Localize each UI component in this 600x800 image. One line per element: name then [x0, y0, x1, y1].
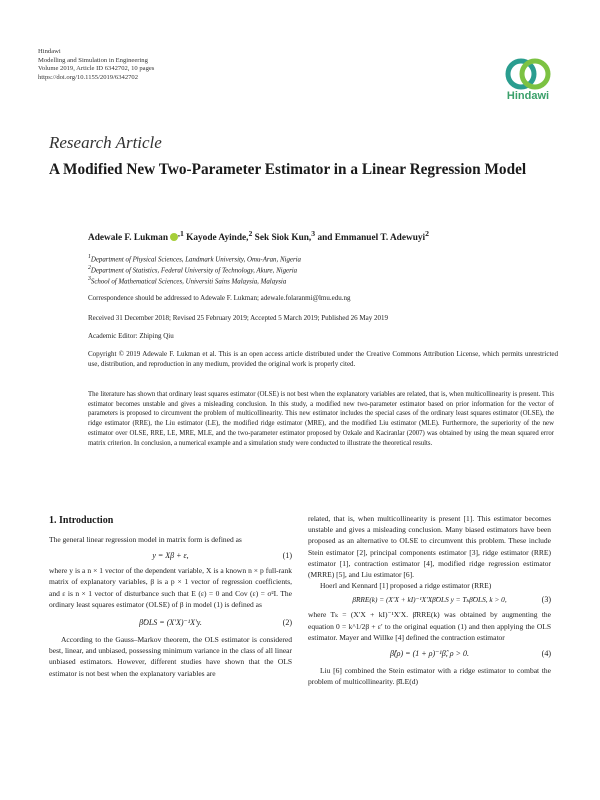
paragraph: According to the Gauss–Markov theorem, the OLS estimator is considered best, linear, and unbiased, possessing minimum variance in the class of all linear unbiased estimators. However, different studies have shown that the OLS estimator is not best when the explanatory variables are [49, 635, 292, 678]
author-list [88, 229, 558, 243]
copyright-notice: Copyright © 2019 Adewale F. Lukman et al. This is an open access article distributed under the Creative Commons Attribution License, which permits unrestricted use, distribution, and reproduction in any medium, provided the original work is properly cited. [88, 350, 558, 368]
journal-header [38, 48, 318, 82]
paragraph: Hoerl and Kennard [1] proposed a ridge estimator (RRE) [320, 581, 492, 591]
author-name[interactable]: Adewale F. Lukman [88, 233, 168, 244]
orcid-icon[interactable] [170, 233, 178, 241]
academic-editor: Academic Editor: Zhiping Qiu [88, 332, 174, 340]
equation-4: β̂(ρ) = (1 + ρ)⁻¹β̂, ρ > 0. (4) [390, 649, 551, 659]
paragraph: where y is a n × 1 vector of the dependent variable, X is a known n × p full-rank matrix of explanatory variables, β is a p × 1 vector of regression coefficients, and ε is n × 1 vector of disturbance such that E (ε) = 0 and Cov (ε) = σ²I. The ordinary least squares estimator (OLSE) of β in model (1) is defined as [49, 566, 292, 609]
abstract: The literature has shown that ordinary least squares estimator (OLSE) is not best when the explanatory variables are related, that is, when multicollinearity is present. This estimator becomes unstable and gives a misleading conclusion. In this study, a modified new two-parameter estimator based on prior information for the vector of parameters is proposed to circumvent the problem of multicollinearity. This new estimator includes the special cases of the ordinary least squares estimator (OLSE), the ridge estimator (RRE), the Liu estimator (LE), the modified ridge estimator (MRE), and the modified Liu estimator (MLE). Furthermore, the superiority of the new estimator over OLSE, RRE, LE, MRE, MLE, and the two-parameter estimator proposed by Ozkale and Kaciranlar (2007) was obtained by using the mean squared error matrix criterion. In conclusion, a numerical example and a simulation study were conducted to illustrate the theoretical results. [88, 391, 554, 447]
journal-doi[interactable]: https://doi.org/10.1155/2019/6342702 [38, 73, 139, 81]
author-sup: ,1 [178, 229, 184, 238]
right-column [308, 513, 551, 687]
affiliation: $^3$School of Mathematical Sciences, Universiti Sains Malaysia, Malaysia [88, 276, 287, 286]
author-sup: 2 [248, 229, 253, 238]
equation-2: β̂OLS = (X′X)⁻¹X′y. (2) [139, 618, 292, 628]
journal-volume: Volume 2019, Article ID 6342702, 10 pages [38, 65, 155, 73]
equation-3: β̂RRE(k) = (X′X + kI)⁻¹X′Xβ̂OLS y = Tₖβ̂OLS, k > 0, (3) [352, 595, 551, 605]
author-name: and Emmanuel T. Adewuyi [315, 233, 426, 244]
author-sup: 2 [425, 229, 429, 238]
paragraph: Liu [6] combined the Stein estimator with a ridge estimator to combat the problem of multicollinearity. β̂LE(d) [308, 666, 551, 687]
author-sup: 3 [311, 229, 316, 238]
section-heading: 1. Introduction [49, 515, 114, 526]
article-title: A Modified New Two-Parameter Estimator in a Linear Regression Model [49, 161, 527, 178]
left-column [49, 534, 292, 679]
author-name: Kayode Ayinde, [183, 233, 249, 244]
paragraph: related, that is, when multicollinearity is present [1]. This estimator becomes unstable and gives a misleading conclusion. Many biased estimators have been proposed as an alternative to OLSE to circumvent this problem. These include Stein estimator [2], principal components estimator [3], ridge estimator (RRE) estimator [1], contraction estimator [4], modified ridge regression estimator (MRRE) [5], and Liu estimator [6]. [308, 514, 551, 580]
hindawi-logo-text: Hindawi [506, 90, 550, 102]
article-type: Research Article [49, 133, 162, 152]
equation-1: y = Xβ + ε, (1) [152, 551, 292, 561]
publisher-name: Hindawi [38, 48, 61, 55]
affiliation: $^1$Department of Physical Sciences, Landmark University, Omu-Aran, Nigeria [88, 254, 302, 264]
correspondence: Correspondence should be addressed to Adewale F. Lukman; adewale.folaranmi@lmu.edu.ng [88, 294, 351, 302]
article-dates: Received 31 December 2018; Revised 25 February 2019; Accepted 5 March 2019; Published 26 May 2019 [88, 314, 388, 322]
affiliation: $^2$Department of Statistics, Federal University of Technology, Akure, Nigeria [88, 265, 298, 275]
journal-name: Modelling and Simulation in Engineering [38, 56, 148, 64]
paragraph: where Tₖ = (X′X + kI)⁻¹X′X. β̂RRE(k) was obtained by augmenting the equation 0 = k^1/2β + ε′ to the original equation (1) and then applying the OLS estimator. Mayer and Willke [4] defined the contraction estimator [308, 610, 551, 642]
paragraph: The general linear regression model in matrix form is defined as [49, 535, 242, 544]
author-name: Sek Siok Kun, [252, 233, 312, 244]
